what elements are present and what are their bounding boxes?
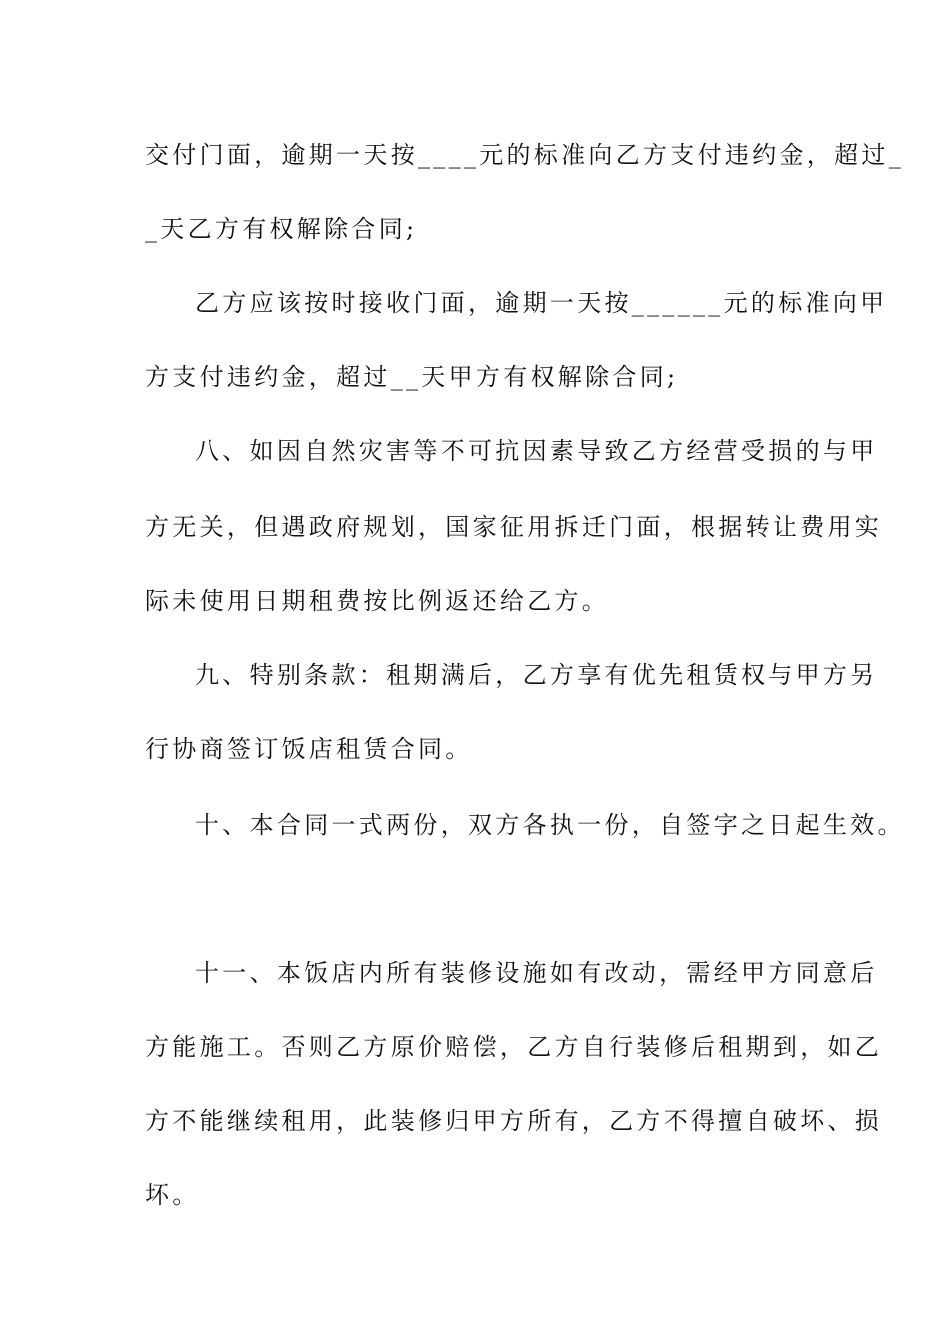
text-line: 十一、本饭店内所有装修设施如有改动，需经甲方同意后 bbox=[195, 959, 878, 987]
text-line: 交付门面，逾期一天按____元的标准向乙方支付违约金，超过_ bbox=[145, 141, 904, 169]
text-line: _天乙方有权解除合同; bbox=[145, 215, 418, 243]
text-line: 八、如因自然灾害等不可抗因素导致乙方经营受损的与甲 bbox=[195, 437, 878, 465]
text-line: 方支付违约金，超过__天甲方有权解除合同; bbox=[145, 363, 679, 391]
text-line: 方不能继续租用，此装修归甲方所有，乙方不得擅自破坏、损 bbox=[145, 1107, 883, 1135]
text-line: 方能施工。否则乙方原价赔偿，乙方自行装修后租期到，如乙 bbox=[145, 1033, 883, 1061]
text-line: 坏。 bbox=[145, 1181, 200, 1209]
text-line: 方无关，但遇政府规划，国家征用拆迁门面，根据转让费用实 bbox=[145, 513, 883, 541]
text-line: 十、本合同一式两份，双方各执一份，自签字之日起生效。 bbox=[195, 811, 905, 839]
text-line: 乙方应该按时接收门面，逾期一天按______元的标准向甲 bbox=[195, 289, 888, 317]
text-line: 九、特别条款：租期满后，乙方享有优先租赁权与甲方另 bbox=[195, 661, 878, 689]
text-line: 行协商签订饭店租赁合同。 bbox=[145, 735, 473, 763]
text-line: 际未使用日期租费按比例返还给乙方。 bbox=[145, 587, 610, 615]
